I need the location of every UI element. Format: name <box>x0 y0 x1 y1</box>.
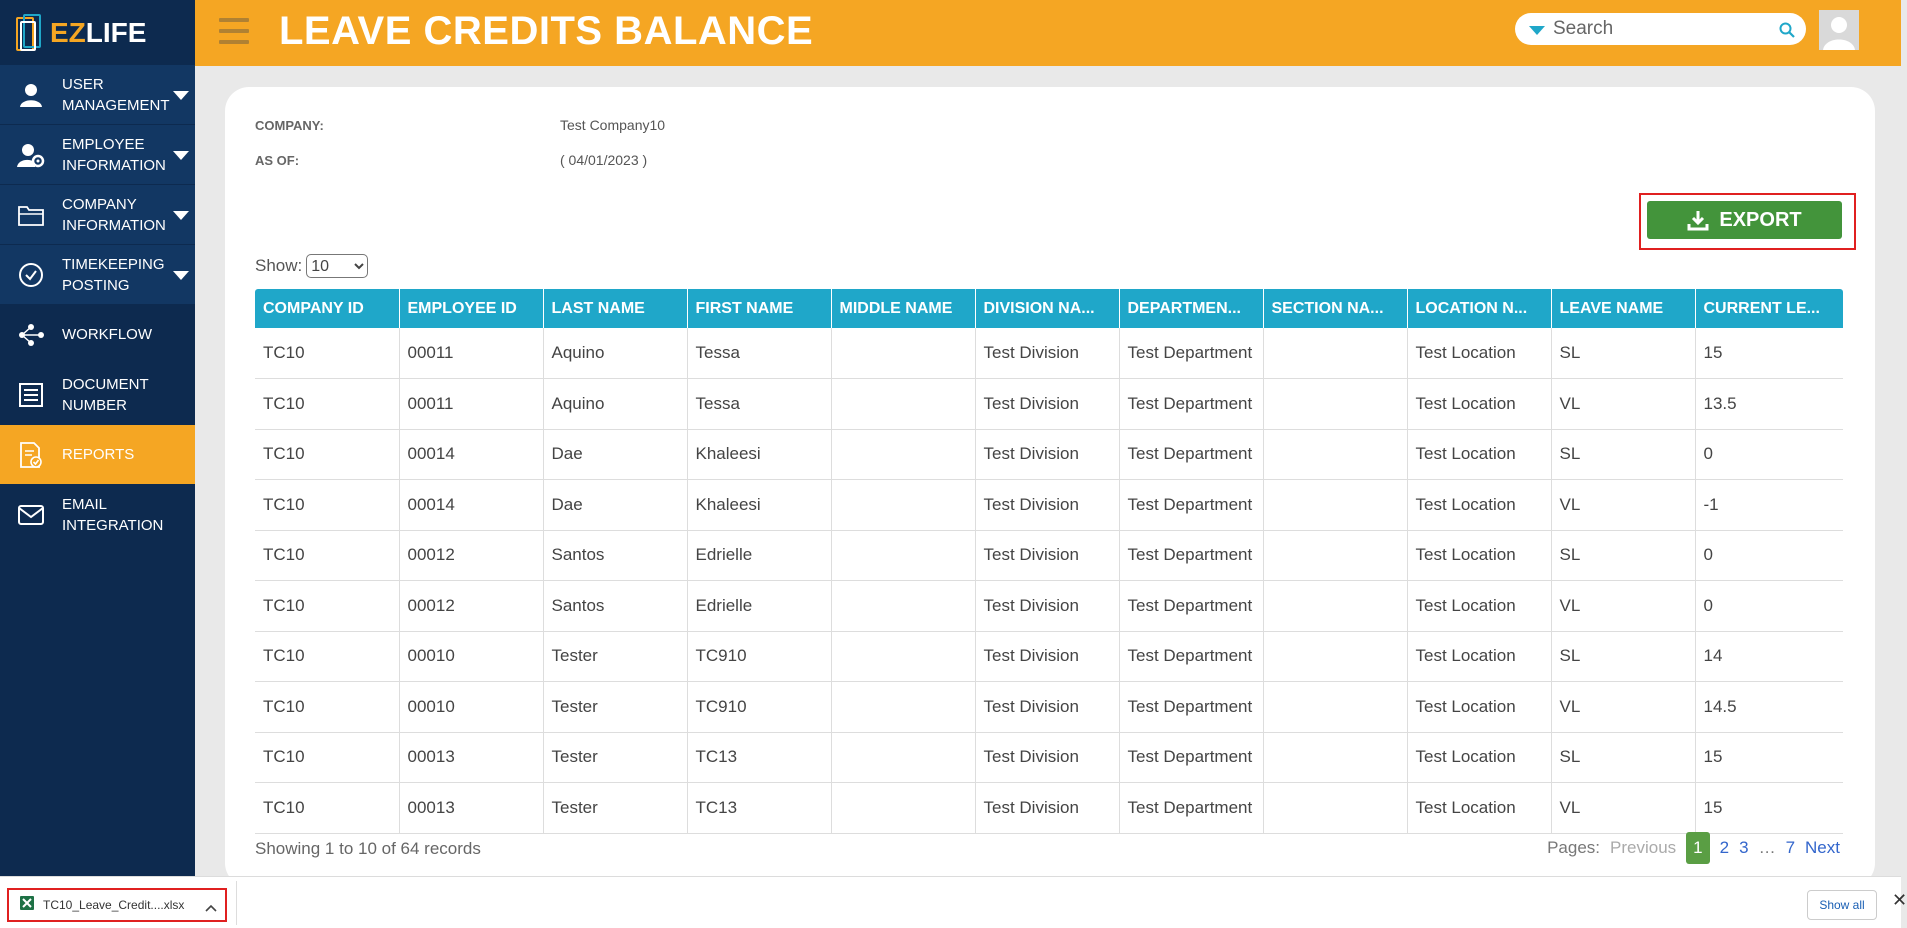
table-cell: Test Department <box>1119 328 1263 379</box>
table-cell <box>831 732 975 783</box>
logo-text-life: LIFE <box>85 16 147 48</box>
table-cell: Test Location <box>1407 631 1551 682</box>
close-icon[interactable]: ✕ <box>1892 890 1907 910</box>
top-header <box>195 0 1901 66</box>
table-cell <box>1263 732 1407 783</box>
table-cell: Test Division <box>975 732 1119 783</box>
hamburger-menu-icon[interactable] <box>219 18 249 44</box>
table-cell: 00012 <box>399 581 543 632</box>
table-cell: SL <box>1551 328 1695 379</box>
table-cell: Tester <box>543 732 687 783</box>
table-cell: Test Location <box>1407 328 1551 379</box>
sidebar-item-label: DOCUMENT NUMBER <box>62 375 149 414</box>
table-cell <box>831 480 975 531</box>
table-row <box>255 631 1843 682</box>
table-cell: TC910 <box>687 682 831 733</box>
logo-mark-icon <box>14 13 46 53</box>
page-link-last[interactable]: 7 <box>1785 838 1796 857</box>
column-header[interactable]: LEAVE NAME <box>1551 289 1695 328</box>
table-cell: Edrielle <box>687 530 831 581</box>
table-cell: TC10 <box>255 328 399 379</box>
workflow-icon <box>0 322 62 348</box>
export-button[interactable] <box>1647 201 1842 239</box>
table-header-row <box>255 289 1843 328</box>
download-bar <box>0 876 1907 928</box>
sidebar-item-employee-information[interactable] <box>0 125 195 185</box>
table-cell <box>831 631 975 682</box>
export-highlight <box>1639 193 1856 250</box>
table-cell: VL <box>1551 783 1695 834</box>
current-page[interactable]: 1 <box>1686 832 1709 864</box>
sidebar-item-label: TIMEKEEPING POSTING <box>62 255 165 294</box>
table-cell: Test Department <box>1119 379 1263 430</box>
table-cell: VL <box>1551 379 1695 430</box>
table-cell: TC10 <box>255 732 399 783</box>
table-cell: Tester <box>543 631 687 682</box>
table-cell <box>1263 682 1407 733</box>
table-cell: 00014 <box>399 480 543 531</box>
download-file-name: TC10_Leave_Credit....xlsx <box>43 898 185 912</box>
search-box[interactable] <box>1515 13 1806 45</box>
user-gear-icon <box>0 142 62 168</box>
table-cell: Test Division <box>975 682 1119 733</box>
table-cell <box>1263 631 1407 682</box>
column-header[interactable]: MIDDLE NAME <box>831 289 975 328</box>
folder-icon <box>0 203 62 227</box>
table-cell: VL <box>1551 682 1695 733</box>
table-cell <box>1263 480 1407 531</box>
table-cell: 13.5 <box>1695 379 1843 430</box>
sidebar-item-document-number[interactable] <box>0 365 195 425</box>
table-cell: TC10 <box>255 379 399 430</box>
table-cell: SL <box>1551 732 1695 783</box>
table-cell <box>831 429 975 480</box>
table-cell: 00010 <box>399 631 543 682</box>
table-cell: TC10 <box>255 480 399 531</box>
column-header[interactable]: CURRENT LE... <box>1695 289 1843 328</box>
table-cell: 15 <box>1695 783 1843 834</box>
column-header[interactable]: COMPANY ID <box>255 289 399 328</box>
table-cell: Test Location <box>1407 530 1551 581</box>
company-label: COMPANY: <box>255 118 324 133</box>
table-cell: Test Division <box>975 328 1119 379</box>
table-cell: Test Department <box>1119 530 1263 581</box>
previous-page-button[interactable]: Previous <box>1610 838 1677 857</box>
table-cell: Test Division <box>975 480 1119 531</box>
search-icon[interactable] <box>1778 21 1796 44</box>
table-cell: 00011 <box>399 379 543 430</box>
table-cell: TC10 <box>255 429 399 480</box>
search-input[interactable] <box>1553 17 1768 41</box>
table-cell: Test Location <box>1407 732 1551 783</box>
table-row <box>255 530 1843 581</box>
column-header[interactable]: SECTION NA... <box>1263 289 1407 328</box>
table-cell: 14 <box>1695 631 1843 682</box>
sidebar-item-timekeeping-posting[interactable] <box>0 245 195 305</box>
table-cell: Test Division <box>975 530 1119 581</box>
pages-label: Pages: <box>1547 838 1601 857</box>
table-cell <box>1263 379 1407 430</box>
table-cell: Test Location <box>1407 480 1551 531</box>
table-cell: TC13 <box>687 783 831 834</box>
table-cell: Test Division <box>975 429 1119 480</box>
table-cell: Test Department <box>1119 631 1263 682</box>
sidebar-item-reports[interactable] <box>0 425 195 485</box>
download-separator <box>236 881 237 925</box>
mail-icon <box>0 504 62 526</box>
table-cell: Test Department <box>1119 429 1263 480</box>
table-cell: Tester <box>543 682 687 733</box>
excel-file-icon <box>19 895 35 916</box>
column-header[interactable]: LAST NAME <box>543 289 687 328</box>
table-cell: 00011 <box>399 328 543 379</box>
sidebar-item-label: WORKFLOW <box>62 326 152 343</box>
leave-credits-table <box>255 289 1843 834</box>
sidebar-item-user-management[interactable] <box>0 65 195 125</box>
table-cell <box>831 783 975 834</box>
table-cell <box>1263 328 1407 379</box>
logo-text-ez: EZ <box>50 16 86 48</box>
table-cell: 00013 <box>399 732 543 783</box>
chevron-down-icon <box>173 151 189 160</box>
table-cell: Test Location <box>1407 429 1551 480</box>
table-cell: Tessa <box>687 379 831 430</box>
sidebar-item-label: USER MANAGEMENT <box>62 75 170 114</box>
table-cell: Khaleesi <box>687 480 831 531</box>
as-of-label: AS OF: <box>255 153 300 168</box>
table-cell: Aquino <box>543 328 687 379</box>
table-cell: Tessa <box>687 328 831 379</box>
table-cell: 00013 <box>399 783 543 834</box>
page-ellipsis: … <box>1758 838 1776 857</box>
table-cell: 0 <box>1695 530 1843 581</box>
table-cell: Test Division <box>975 379 1119 430</box>
download-icon <box>1687 209 1709 231</box>
table-cell: TC910 <box>687 631 831 682</box>
table-cell: Test Department <box>1119 581 1263 632</box>
table-row <box>255 732 1843 783</box>
table-cell: TC10 <box>255 581 399 632</box>
table-cell: Santos <box>543 530 687 581</box>
page-size-select[interactable] <box>306 254 368 278</box>
table-cell <box>1263 429 1407 480</box>
chevron-down-icon <box>173 91 189 100</box>
table-cell: Edrielle <box>687 581 831 632</box>
table-cell: Test Department <box>1119 783 1263 834</box>
table-cell: Dae <box>543 480 687 531</box>
table-row <box>255 429 1843 480</box>
show-label: Show: <box>255 256 303 275</box>
page-title: LEAVE CREDITS BALANCE <box>279 9 814 53</box>
table-cell: Test Division <box>975 631 1119 682</box>
table-cell: 00012 <box>399 530 543 581</box>
table-cell: SL <box>1551 530 1695 581</box>
table-cell <box>831 682 975 733</box>
avatar[interactable] <box>1819 10 1859 50</box>
column-header[interactable]: DEPARTMEN... <box>1119 289 1263 328</box>
table-cell: Test Department <box>1119 682 1263 733</box>
table-cell <box>1263 783 1407 834</box>
table-cell: Test Location <box>1407 581 1551 632</box>
table-row <box>255 682 1843 733</box>
table-cell: 15 <box>1695 732 1843 783</box>
page-link-2[interactable]: 2 <box>1719 838 1730 857</box>
next-page-button[interactable]: Next <box>1805 838 1840 857</box>
sidebar-item-label: EMPLOYEE INFORMATION <box>62 135 166 174</box>
table-cell: Khaleesi <box>687 429 831 480</box>
records-info: Showing 1 to 10 of 64 records <box>255 839 481 858</box>
column-header[interactable]: EMPLOYEE ID <box>399 289 543 328</box>
table-row <box>255 328 1843 379</box>
sidebar-item-label: REPORTS <box>62 446 135 463</box>
table-cell: 00014 <box>399 429 543 480</box>
table-cell: Aquino <box>543 379 687 430</box>
app-logo[interactable] <box>0 0 195 65</box>
table-cell <box>831 581 975 632</box>
table-row <box>255 379 1843 430</box>
table-cell: Test Location <box>1407 783 1551 834</box>
check-circle-icon <box>0 262 62 288</box>
chevron-down-icon <box>173 271 189 280</box>
table-cell: Dae <box>543 429 687 480</box>
sidebar-item-label: EMAIL INTEGRATION <box>62 495 164 534</box>
export-label: EXPORT <box>1719 208 1802 231</box>
table-cell: SL <box>1551 631 1695 682</box>
sidebar <box>0 0 195 876</box>
page-link-3[interactable]: 3 <box>1739 838 1749 857</box>
table-cell: Tester <box>543 783 687 834</box>
table-row <box>255 783 1843 834</box>
download-item[interactable] <box>7 888 227 922</box>
sidebar-item-company-information[interactable] <box>0 185 195 245</box>
column-header[interactable]: FIRST NAME <box>687 289 831 328</box>
table-cell <box>831 530 975 581</box>
as-of-value: ( 04/01/2023 ) <box>560 152 648 168</box>
table-cell: Test Location <box>1407 682 1551 733</box>
sidebar-item-workflow[interactable] <box>0 305 195 365</box>
table-row <box>255 480 1843 531</box>
table-cell <box>1263 581 1407 632</box>
page-size-control <box>255 254 368 278</box>
table-cell: Test Division <box>975 783 1119 834</box>
table-cell: Test Department <box>1119 732 1263 783</box>
table-cell <box>831 379 975 430</box>
table-cell: VL <box>1551 581 1695 632</box>
table-cell: 00010 <box>399 682 543 733</box>
table-cell: 0 <box>1695 429 1843 480</box>
search-filter-dropdown-icon[interactable] <box>1529 26 1545 35</box>
list-icon <box>0 382 62 408</box>
user-icon <box>0 82 62 108</box>
company-value: Test Company10 <box>560 117 666 133</box>
sidebar-item-label: COMPANY INFORMATION <box>62 195 166 234</box>
pagination <box>1547 832 1840 864</box>
show-all-button[interactable]: Show all <box>1807 890 1877 920</box>
table-cell: TC13 <box>687 732 831 783</box>
table-cell: TC10 <box>255 682 399 733</box>
table-cell: TC10 <box>255 631 399 682</box>
table-cell: TC10 <box>255 530 399 581</box>
table-cell: 15 <box>1695 328 1843 379</box>
column-header[interactable]: DIVISION NA... <box>975 289 1119 328</box>
table-cell: 0 <box>1695 581 1843 632</box>
table-cell: Test Location <box>1407 379 1551 430</box>
sidebar-item-email-integration[interactable] <box>0 485 195 545</box>
table-cell: Test Department <box>1119 480 1263 531</box>
table-cell: -1 <box>1695 480 1843 531</box>
column-header[interactable]: LOCATION N... <box>1407 289 1551 328</box>
chevron-up-icon[interactable] <box>205 900 217 918</box>
table-cell: Test Division <box>975 581 1119 632</box>
table-cell <box>831 328 975 379</box>
table-cell: Santos <box>543 581 687 632</box>
table-row <box>255 581 1843 632</box>
table-cell: TC10 <box>255 783 399 834</box>
chevron-down-icon <box>173 211 189 220</box>
table-cell: 14.5 <box>1695 682 1843 733</box>
report-icon <box>0 441 62 469</box>
report-card <box>225 87 1875 887</box>
table-cell: VL <box>1551 480 1695 531</box>
table-cell: SL <box>1551 429 1695 480</box>
table-cell <box>1263 530 1407 581</box>
